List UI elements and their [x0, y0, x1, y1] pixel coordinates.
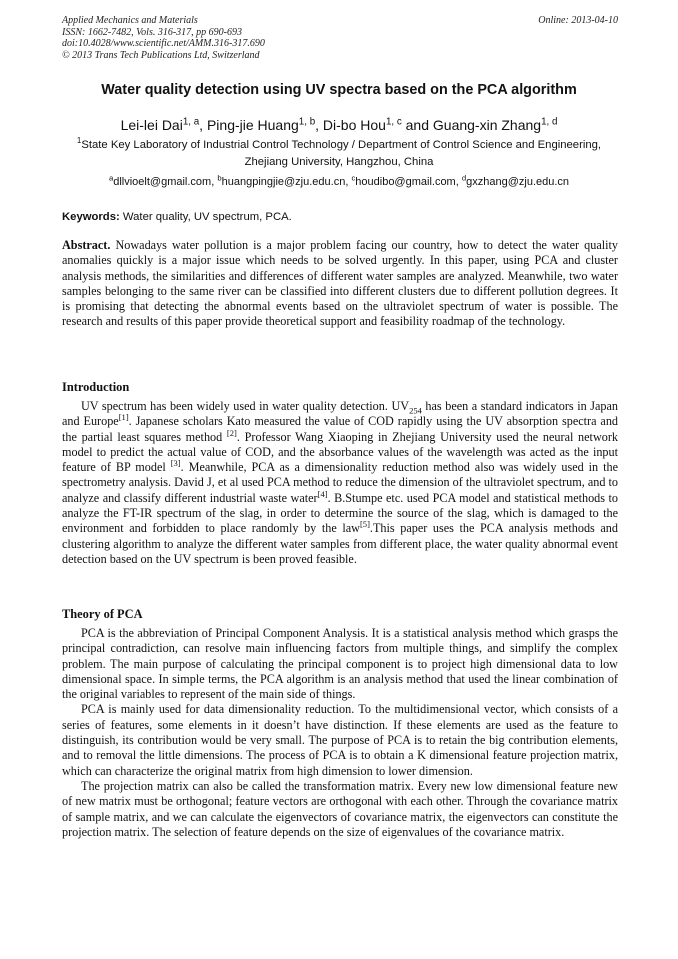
- email-mark: c: [351, 173, 356, 183]
- email-separator: ,: [345, 176, 352, 188]
- section-introduction: [62, 380, 618, 567]
- subscript: 254: [409, 405, 422, 416]
- paragraph: The projection matrix can also be called the transformation matrix. Every new low dimensional feature new of new matrix must be orthogonal; feature vectors are orthogonal with each other. Through the covariance matrix of sample matrix, and we can calculate the eigenvectors of covariance matrix, the eigenvectors can constitute the projection matrix. The selection of feature depends on the size of eigenvalues of the covariance matrix.: [62, 778, 618, 839]
- author-separator: ,: [315, 117, 323, 133]
- author-name: Di-bo Hou: [322, 117, 386, 133]
- email-address[interactable]: houdibo@gmail.com: [355, 176, 456, 188]
- email-separator: ,: [455, 176, 462, 188]
- text-run: . B.Stumpe etc. used PCA model and statistical methods to analyze the FT-IR spectrum of the slag, in order to determine the source of the slag, which is damaged to the environment and forbidden to place randomly by the law: [62, 490, 618, 536]
- paragraph: [62, 399, 618, 567]
- citation-ref[interactable]: [2]: [226, 427, 237, 438]
- author-name: Lei-lei Dai: [120, 117, 183, 133]
- journal-header: [62, 15, 618, 61]
- author-name: Ping-jie Huang: [206, 117, 299, 133]
- paragraph: PCA is mainly used for data dimensionality reduction. To the multidimensional vector, which consists of a series of features, some elements in it doesn’t have distinction. If these elements are used as the feature to distinguish, its contribution would be very small. The purpose of PCA is to retain the big contribution elements, and to removal the little dimensions. The process of PCA is to obtain a K dimensional feature projection matrix, which can characterize the original matrix from high dimension to lower dimension.: [62, 702, 618, 778]
- text-run: .This paper uses the PCA analysis methods and clustering algorithm to analyze the different water samples from different place, the water quality abnormal event detection based on the UV spectrum is been proved feasible.: [62, 521, 618, 566]
- author-affiliation-mark: 1, b: [298, 116, 316, 128]
- citation-ref[interactable]: [1]: [118, 412, 129, 423]
- paragraph: PCA is the abbreviation of Principal Component Analysis. It is a statistical analysis method which grasps the principal contradiction, can resolve main influencing factors from multiple things, and simplify the complex problem. The main purpose of calculating the principal component is to project high dimensional data to low dimensional space. In simple terms, the PCA algorithm is an analysis method that used the linear combination of the original variables to represent of the main side of things.: [62, 626, 618, 702]
- affiliation-mark: 1: [76, 136, 82, 146]
- citation-ref[interactable]: [4]: [317, 488, 328, 499]
- online-date: Online: 2013-04-10: [538, 15, 618, 26]
- citation-ref[interactable]: [3]: [170, 458, 181, 469]
- keywords-label: Keywords:: [62, 211, 120, 223]
- affiliation: [70, 137, 608, 170]
- email-mark: d: [461, 173, 467, 183]
- text-run: UV spectrum has been widely used in water quality detection. UV: [81, 399, 410, 413]
- journal-doi: doi:10.4028/www.scientific.net/AMM.316-317.690: [62, 38, 265, 50]
- email-mark: b: [217, 173, 222, 183]
- author-separator: ,: [199, 117, 207, 133]
- text-run: . Meanwhile, PCA as a dimensionality reduction method also was widely used in the spectrometry analysis. David J, et al used PCA method to reduce the dimension of the ultraviolet spectrum, and to analyze and classify different industrial waste water: [62, 460, 618, 505]
- citation-ref[interactable]: [5]: [359, 519, 370, 530]
- section-theory-of-pca: [62, 607, 618, 840]
- paper-title: Water quality detection using UV spectra based on the PCA algorithm: [101, 82, 577, 98]
- affiliation-text: State Key Laboratory of Industrial Control Technology / Department of Control Science and Engineering, Zhejiang University, Hangzhou, China: [81, 139, 602, 168]
- keywords-text: Water quality, UV spectrum, PCA.: [119, 211, 292, 223]
- section-heading: Introduction: [62, 380, 130, 394]
- text-run: . Japanese scholars Kato measured the value of COD rapidly using the UV absorption spectra and the partial least squares method: [62, 414, 619, 444]
- text-run: . Professor Wang Xiaoping in Zhejiang University used the neural network model to predict the actual value of COD, and the absorbance values of the wavelength was acted as the input feature of BP model: [62, 429, 618, 475]
- author-affiliation-mark: 1, c: [385, 116, 402, 128]
- email-mark: a: [108, 173, 114, 183]
- keywords: [62, 210, 618, 224]
- abstract: [62, 238, 618, 330]
- email-address[interactable]: dllvioelt@gmail.com: [113, 176, 212, 188]
- author-affiliation-mark: 1, a: [182, 116, 200, 128]
- author-affiliation-mark: 1, d: [541, 116, 558, 128]
- email-address[interactable]: huangpingjie@zju.edu.cn: [221, 176, 346, 188]
- email-separator: ,: [211, 176, 218, 188]
- email-address[interactable]: gxzhang@zju.edu.cn: [466, 176, 570, 188]
- author-name: Guang-xin Zhang: [432, 117, 542, 133]
- journal-name: Applied Mechanics and Materials: [62, 15, 198, 26]
- author-separator: and: [401, 117, 433, 133]
- section-heading: Theory of PCA: [62, 607, 143, 621]
- journal-copyright: © 2013 Trans Tech Publications Ltd, Switzerland: [62, 49, 260, 61]
- author-list: [40, 116, 638, 134]
- abstract-text: Nowadays water pollution is a major problem facing our country, how to detect the water quality anomalies quickly is a major issue which needs to be solved urgently. In this paper, using PCA and cluster analysis methods, the similarities and differences of different water samples are analyzed. Meanwhile, two water samples belonging to the same river can be classified into different clusters due to different pollution degrees. It is promising that detecting the abnormal events based on the ultraviolet spectrum of water is possible. The research and results of this paper provide theoretical support and feasibility roadmap of the technology.: [62, 238, 618, 329]
- text-run: has been a standard indicators in Japan and Europe: [62, 399, 618, 429]
- journal-issn: ISSN: 1662-7482, Vols. 316-317, pp 690-693: [62, 26, 242, 38]
- email-list: [40, 175, 638, 189]
- abstract-label: Abstract.: [62, 238, 111, 252]
